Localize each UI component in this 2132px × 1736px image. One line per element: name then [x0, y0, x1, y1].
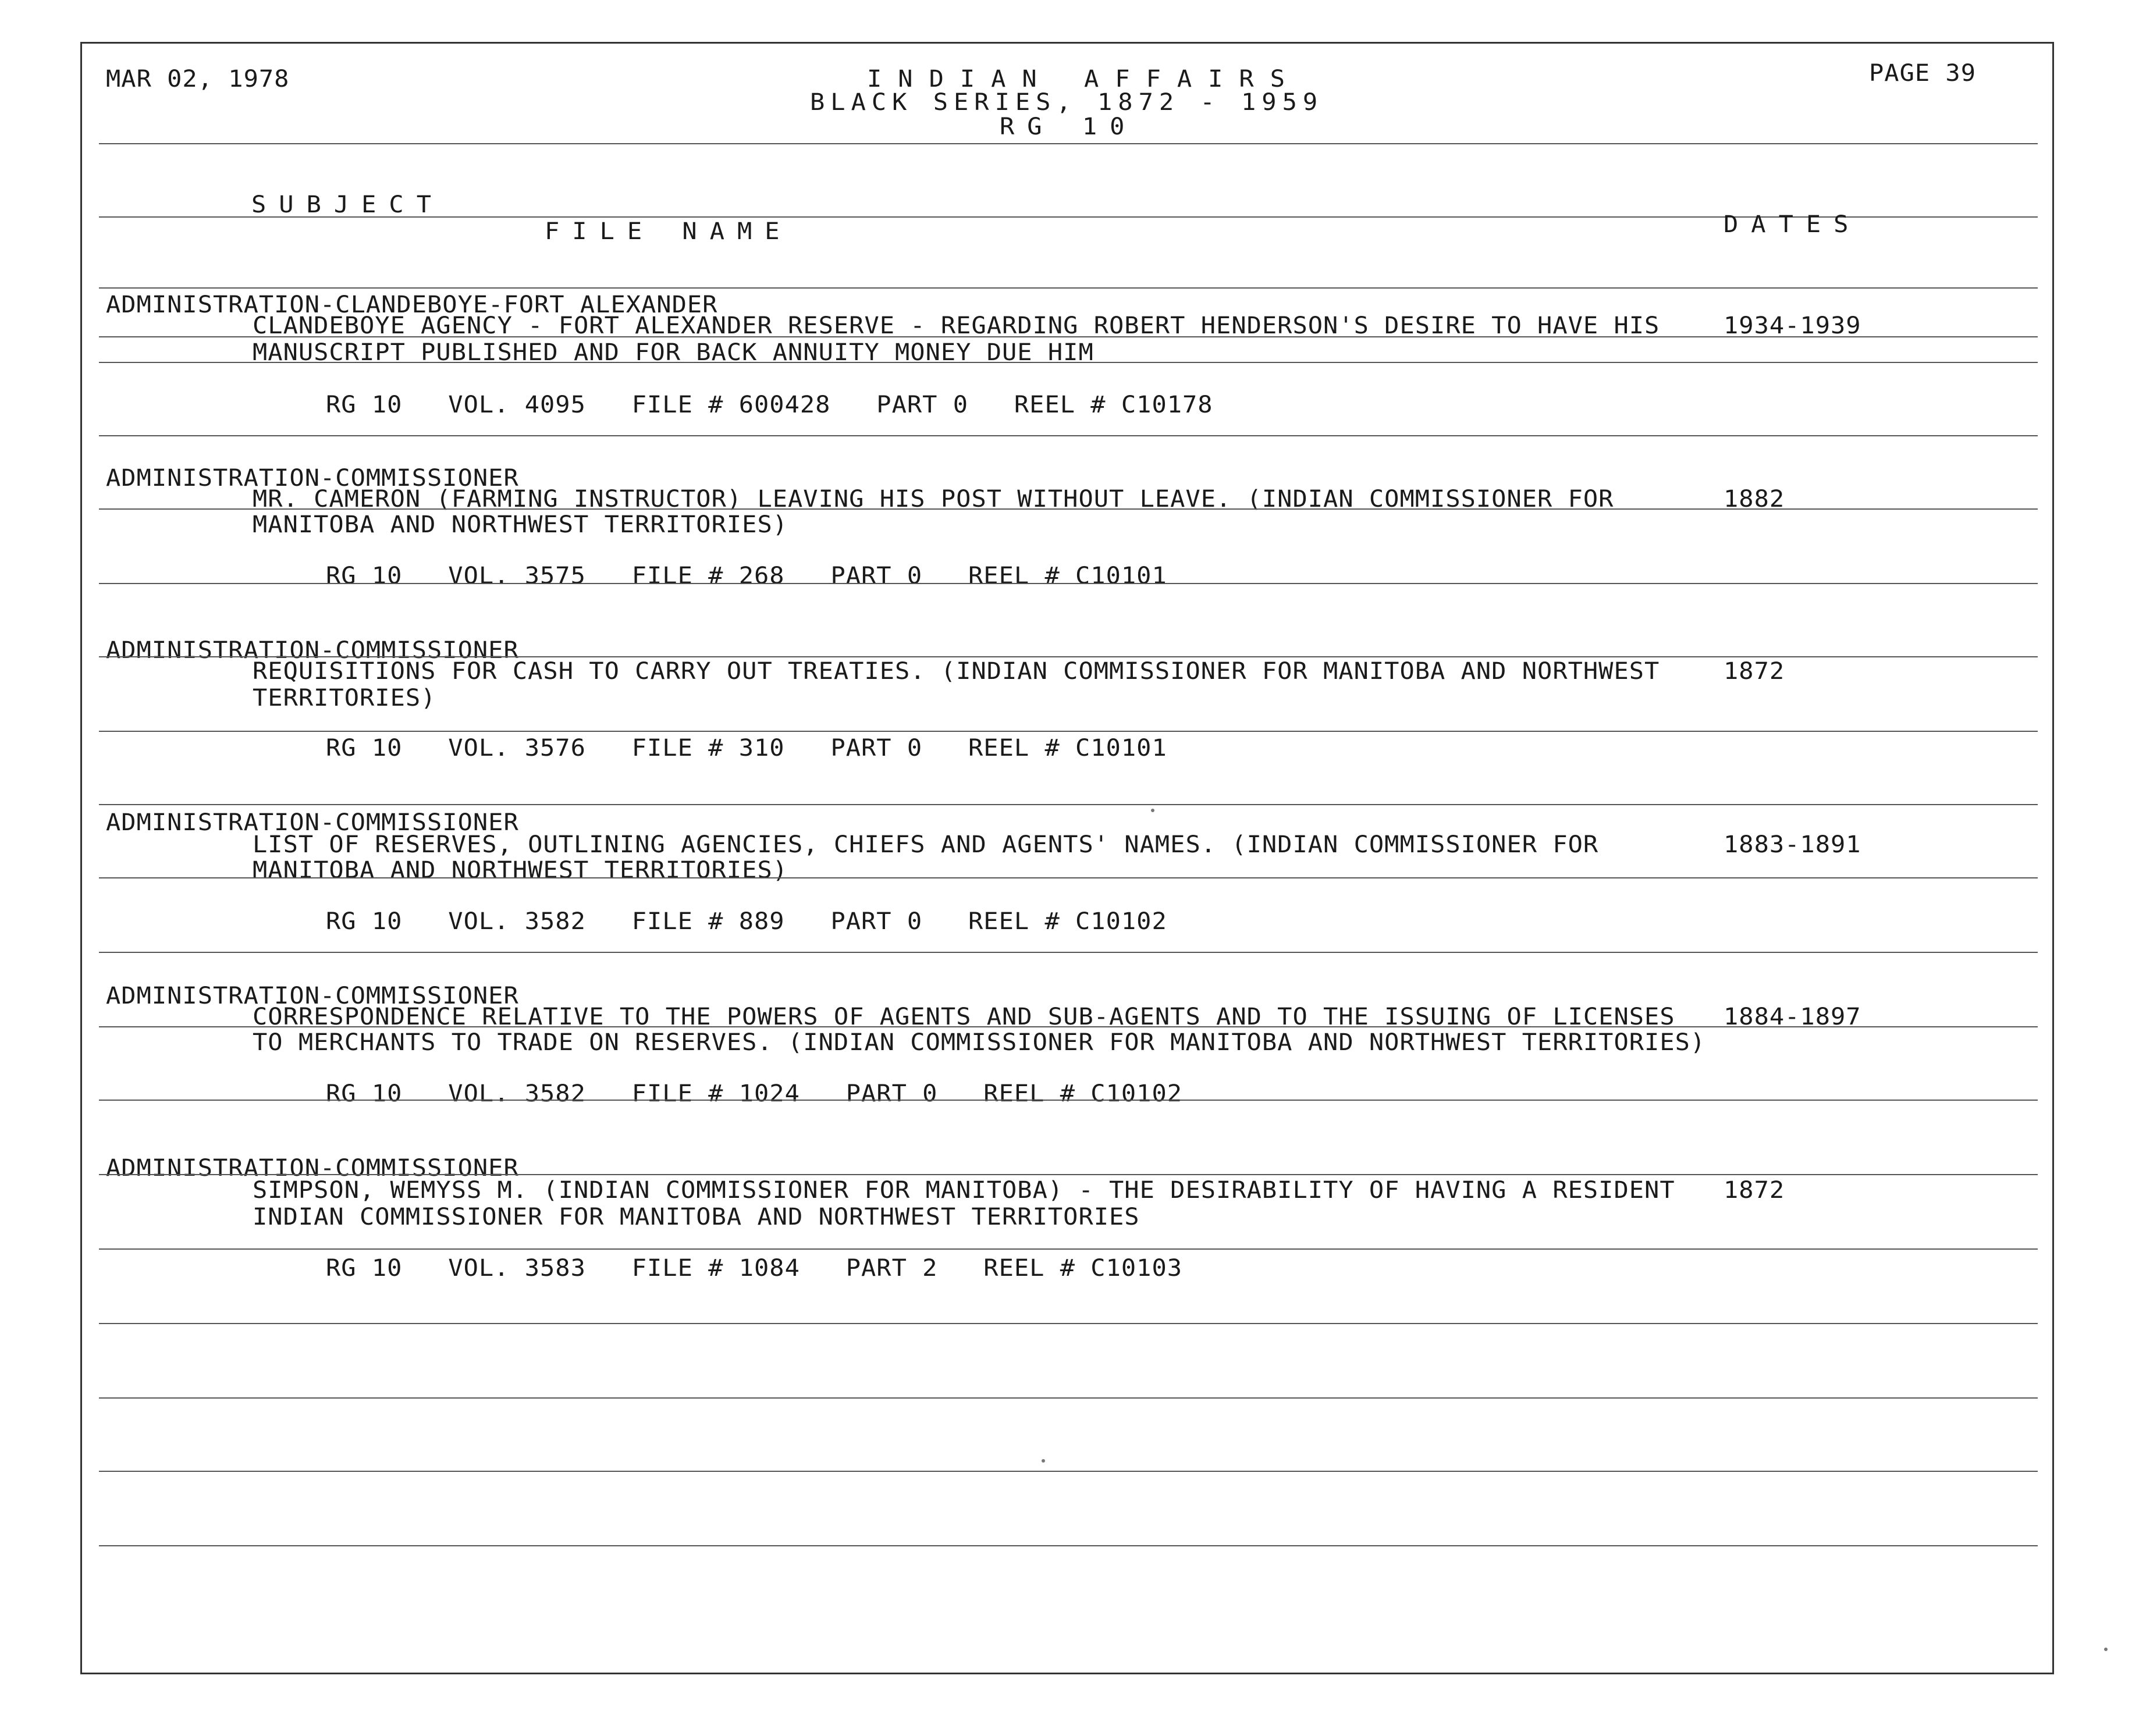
title-line-2: BLACK SERIES, 1872 - 1959 — [810, 88, 1324, 116]
entry-reference: RG 10 VOL. 3583 FILE # 1084 PART 2 REEL # C10103 — [326, 1254, 1183, 1282]
entry-file-name-line-2: TERRITORIES) — [253, 684, 436, 712]
entry-dates: 1934-1939 — [1724, 312, 1861, 339]
column-file-name: FILE NAME — [545, 218, 793, 245]
entry-reference: RG 10 VOL. 3576 FILE # 310 PART 0 REEL # C10101 — [326, 734, 1167, 762]
entry-dates: 1872 — [1724, 657, 1785, 685]
entry-file-name-line-1: REQUISITIONS FOR CASH TO CARRY OUT TREATIES. (INDIAN COMMISSIONER FOR MANITOBA AND NORTHWEST — [253, 657, 1660, 685]
title-line-3: RG 10 — [1000, 113, 1138, 140]
rule — [99, 435, 2038, 436]
rule — [99, 583, 2038, 584]
entry-subject: ADMINISTRATION-COMMISSIONER — [106, 1154, 519, 1182]
entry-reference: RG 10 VOL. 3582 FILE # 889 PART 0 REEL # C10102 — [326, 908, 1167, 935]
entry-subject: ADMINISTRATION-COMMISSIONER — [106, 636, 519, 664]
rule — [99, 1397, 2038, 1399]
title-line-1: INDIAN AFFAIRS — [867, 65, 1302, 93]
rule — [99, 952, 2038, 953]
entry-file-name-line-2: TO MERCHANTS TO TRADE ON RESERVES. (INDIAN COMMISSIONER FOR MANITOBA AND NORTHWEST TERRITORIES) — [253, 1029, 1706, 1056]
rule — [99, 336, 2038, 337]
entry-file-name-line-2: MANITOBA AND NORTHWEST TERRITORIES) — [253, 511, 788, 538]
entry-file-name-line-2: MANITOBA AND NORTHWEST TERRITORIES) — [253, 856, 788, 884]
entry-dates: 1883-1891 — [1724, 831, 1861, 858]
entry-reference: RG 10 VOL. 3582 FILE # 1024 PART 0 REEL # C10102 — [326, 1080, 1183, 1107]
scan-speck — [2104, 1648, 2108, 1651]
entry-reference: RG 10 VOL. 4095 FILE # 600428 PART 0 REEL # C10178 — [326, 391, 1213, 418]
entry-file-name-line-2: INDIAN COMMISSIONER FOR MANITOBA AND NORTHWEST TERRITORIES — [253, 1203, 1140, 1230]
rule — [99, 1471, 2038, 1472]
page-number: PAGE 39 — [1869, 59, 1977, 87]
rule — [99, 508, 2038, 510]
report-date: MAR 02, 1978 — [106, 65, 290, 93]
rule — [99, 1100, 2038, 1101]
entry-subject: ADMINISTRATION-COMMISSIONER — [106, 982, 519, 1009]
rule — [99, 1174, 2038, 1175]
entry-dates: 1884-1897 — [1724, 1003, 1861, 1030]
rule — [99, 804, 2038, 805]
column-dates: DATES — [1724, 211, 1861, 238]
entry-subject: ADMINISTRATION-COMMISSIONER — [106, 464, 519, 492]
entry-file-name-line-1: MR. CAMERON (FARMING INSTRUCTOR) LEAVING HIS POST WITHOUT LEAVE. (INDIAN COMMISSIONER FOR — [253, 485, 1614, 513]
rule — [99, 1248, 2038, 1250]
rule — [99, 1323, 2038, 1324]
entry-file-name-line-1: LIST OF RESERVES, OUTLINING AGENCIES, CHIEFS AND AGENTS' NAMES. (INDIAN COMMISSIONER FOR — [253, 831, 1599, 858]
rule-columns-bottom — [99, 287, 2038, 289]
rule — [99, 1545, 2038, 1546]
entry-file-name-line-2: MANUSCRIPT PUBLISHED AND FOR BACK ANNUITY MONEY DUE HIM — [253, 339, 1094, 366]
entry-dates: 1872 — [1724, 1176, 1785, 1204]
entry-file-name-line-1: CORRESPONDENCE RELATIVE TO THE POWERS OF AGENTS AND SUB-AGENTS AND TO THE ISSUING OF LICENSES — [253, 1003, 1675, 1030]
entry-subject: ADMINISTRATION-CLANDEBOYE-FORT ALEXANDER — [106, 291, 718, 318]
entry-reference: RG 10 VOL. 3575 FILE # 268 PART 0 REEL # C10101 — [326, 562, 1167, 589]
entry-file-name-line-1: CLANDEBOYE AGENCY - FORT ALEXANDER RESERVE - REGARDING ROBERT HENDERSON'S DESIRE TO HAVE HIS — [253, 312, 1660, 339]
rule — [99, 877, 2038, 878]
scan-speck — [1151, 809, 1154, 812]
entry-subject: ADMINISTRATION-COMMISSIONER — [106, 809, 519, 836]
entry-dates: 1882 — [1724, 485, 1785, 513]
scan-speck — [1042, 1459, 1045, 1463]
rule — [99, 731, 2038, 732]
entry-file-name-line-1: SIMPSON, WEMYSS M. (INDIAN COMMISSIONER FOR MANITOBA) - THE DESIRABILITY OF HAVING A RESIDENT — [253, 1176, 1675, 1204]
column-subject: SUBJECT — [251, 191, 445, 218]
rule — [99, 1026, 2038, 1027]
rule — [99, 362, 2038, 363]
rule-header — [99, 143, 2038, 144]
